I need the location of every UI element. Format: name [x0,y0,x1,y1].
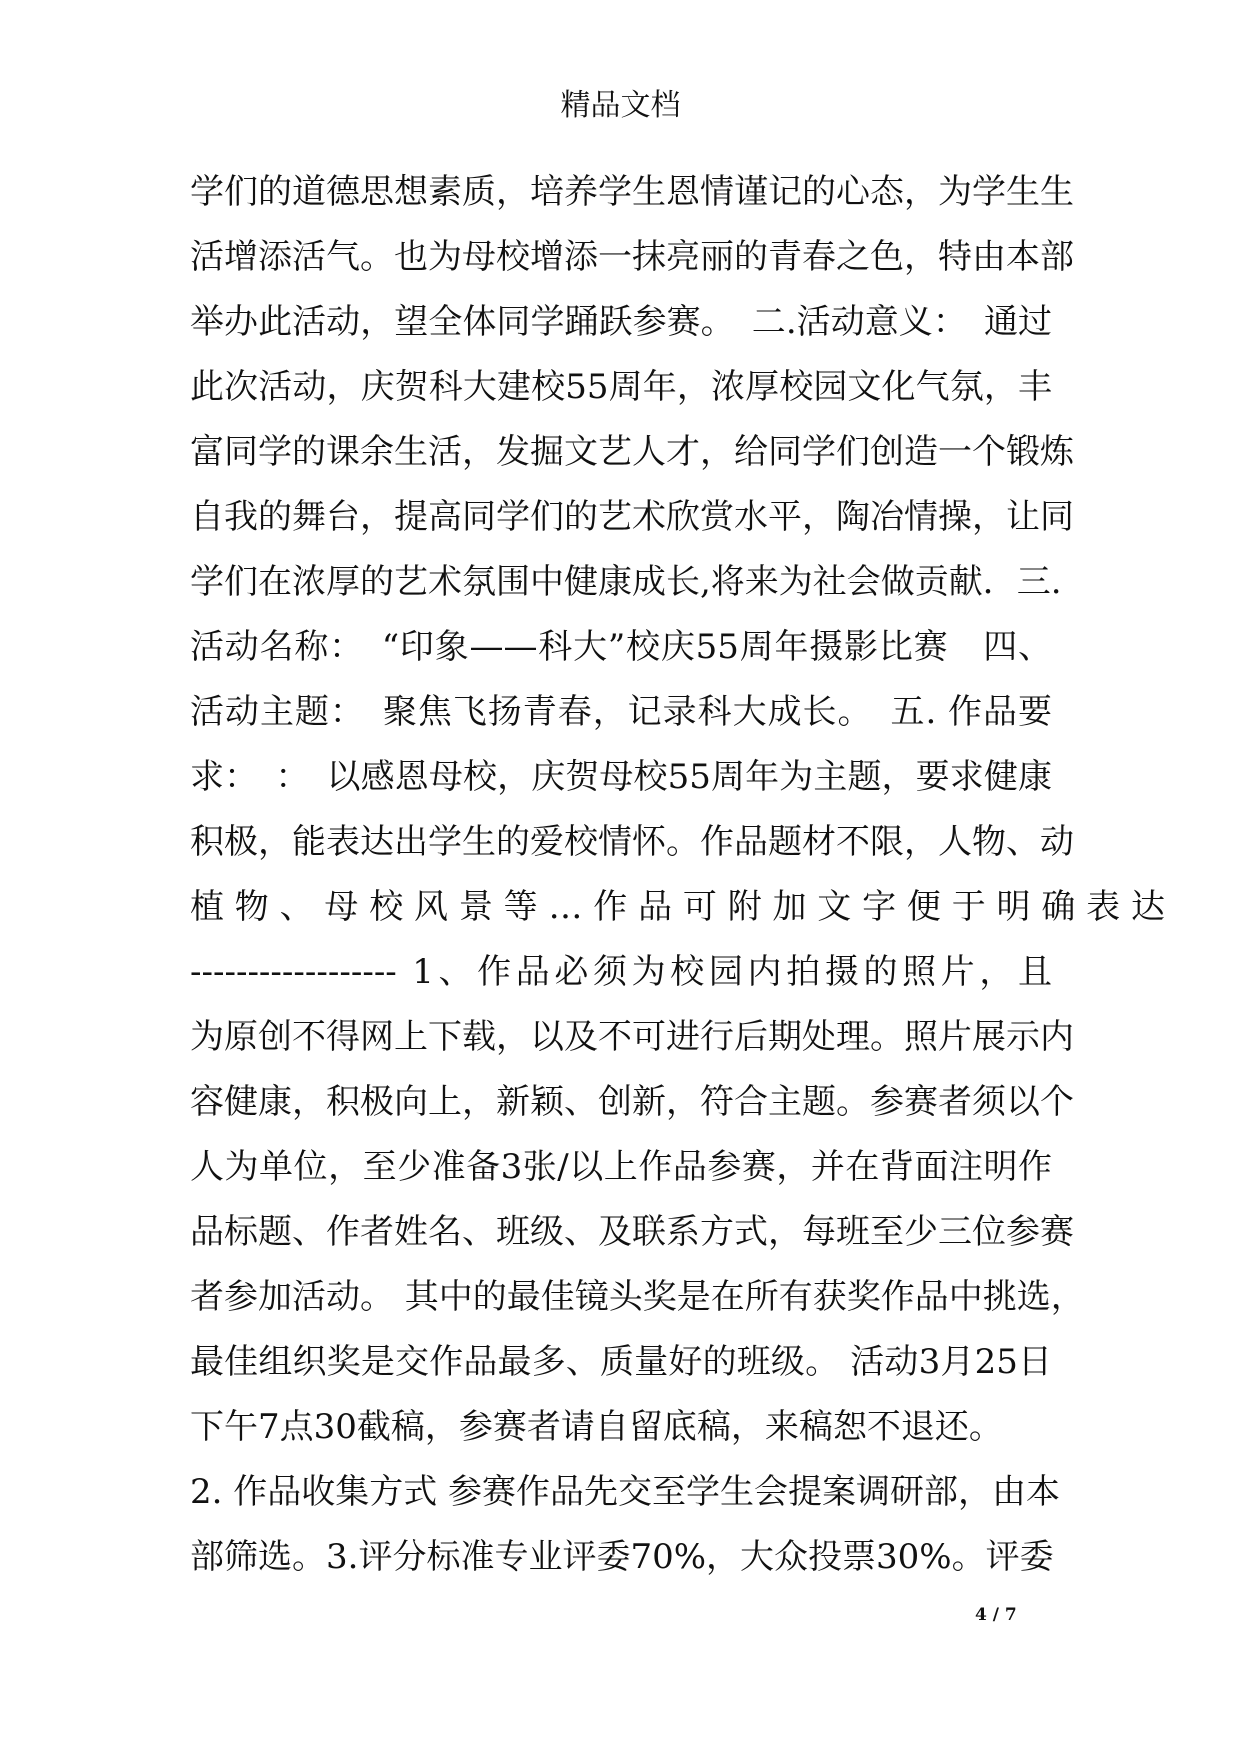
text-line: 2. 作品收集方式 参赛作品先交至学生会提案调研部，由本 [190,1472,1061,1512]
text-line: 学们在浓厚的艺术氛围中健康成长,将来为社会做贡献．三. [190,562,1062,602]
text-line: 富同学的课余生活，发掘文艺人才，给同学们创造一个锻炼 [190,432,1074,472]
text-line: 人为单位，至少准备3张/以上作品参赛，并在背面注明作 [190,1147,1052,1187]
text-line: 活动主题： 聚焦飞扬青春，记录科大成长。 五. 作品要 [190,692,1052,732]
text-line: 植 物 、 母 校 风 景 等 … 作 品 可 附 加 文 字 便 于 明 确 表 达 [190,887,1165,927]
text-line: 最佳组织奖是交作品最多、质量好的班级。 活动3月25日 [190,1342,1052,1382]
document-body [190,160,1165,1590]
text-line: 容健康，积极向上，新颖、创新，符合主题。参赛者须以个 [190,1082,1074,1122]
text-line: ------------------ 1、作品必须为校园内拍摄的照片，且 [190,952,1052,992]
text-line: 学们的道德思想素质，培养学生恩情谨记的心态，为学生生 [190,172,1074,212]
text-line: 活增添活气。也为母校增添一抹亮丽的青春之色，特由本部 [190,237,1074,277]
text-line: 下午7点30截稿，参赛者请自留底稿，来稿恕不退还。 [190,1407,1003,1447]
text-line: 为原创不得网上下载，以及不可进行后期处理。照片展示内 [190,1017,1074,1057]
text-line: 者参加活动。 其中的最佳镜头奖是在所有获奖作品中挑选， [190,1277,1085,1317]
text-line: 此次活动，庆贺科大建校55周年，浓厚校园文化气氛，丰 [190,367,1052,407]
text-line: 品标题、作者姓名、班级、及联系方式，每班至少三位参赛 [190,1212,1074,1252]
page-number: 4 / 7 [975,1605,1017,1625]
page-header-title: 精品文档 [560,88,681,123]
text-line: 积极，能表达出学生的爱校情怀。作品题材不限，人物、动 [190,822,1074,862]
text-line: 活动名称： “印象——科大”校庆55周年摄影比赛 四、 [190,627,1052,667]
text-line: 自我的舞台，提高同学们的艺术欣赏水平，陶冶情操，让同 [190,497,1074,537]
text-line: 求： ： 以感恩母校，庆贺母校55周年为主题，要求健康 [190,757,1052,797]
text-line: 部筛选。3.评分标准专业评委70%，大众投票30%。评委 [190,1537,1054,1577]
text-line: 举办此活动，望全体同学踊跃参赛。 二.活动意义： 通过 [190,302,1052,342]
